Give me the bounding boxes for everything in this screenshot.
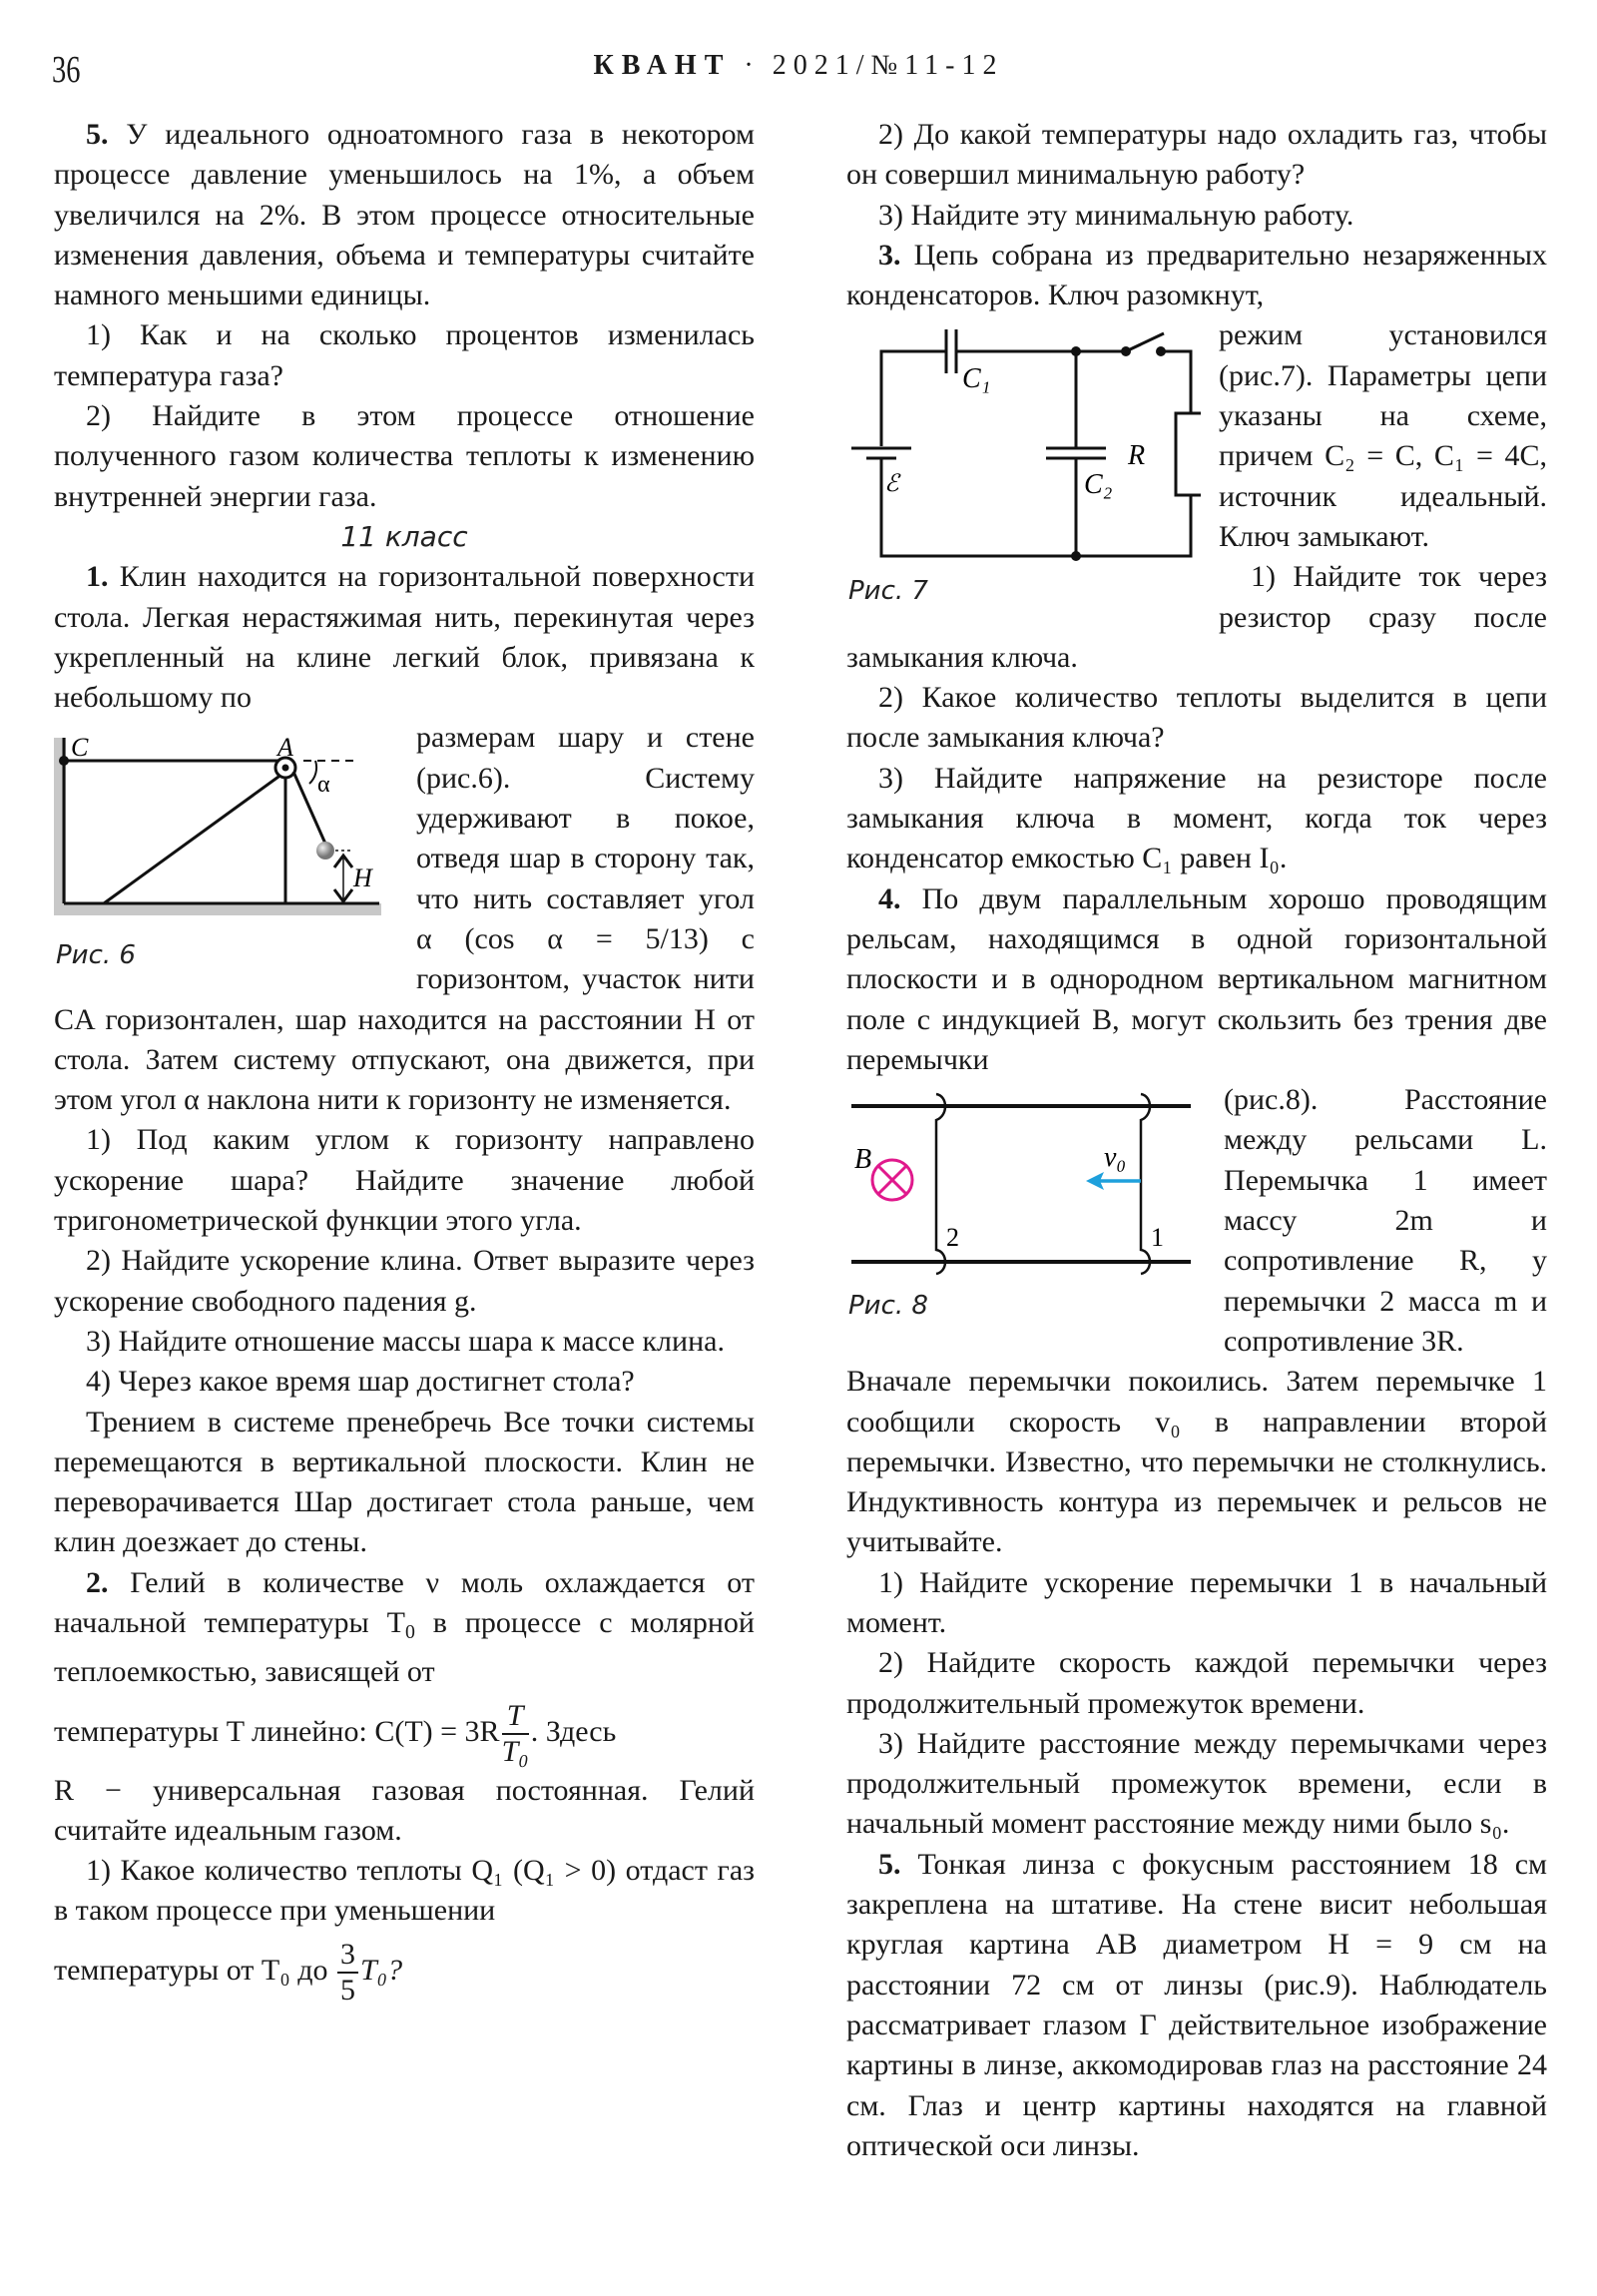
problem-10-5 <box>54 115 755 315</box>
numerator: 3 <box>337 1938 358 1974</box>
wire-top-left <box>881 351 946 446</box>
wire-top-right <box>1161 351 1191 413</box>
resistor <box>1176 413 1201 495</box>
problem-number: 2. <box>86 1565 109 1599</box>
label-C2: C₂ <box>1084 469 1113 501</box>
problem-11-3 <box>846 236 1547 316</box>
label-emf: ℰ <box>884 469 899 498</box>
issue-number: 2021/№11-12 <box>772 50 1004 81</box>
formula-text: температуры от T₀ до <box>54 1953 328 1987</box>
pulley-axle <box>282 765 289 772</box>
question: 2) Найдите ускорение клина. Ответ выразите через ускорение свободного падения g. <box>54 1244 755 1318</box>
question: 2) Какое количество теплоты выделится в цепи после замыкания ключа? <box>846 681 1547 755</box>
subscript: 0 <box>404 1620 415 1643</box>
page-header <box>0 40 1597 100</box>
point-C <box>59 756 69 766</box>
label-C: C <box>71 733 89 763</box>
problem-text: Гелий в количестве ν моль охлаждается от начальной температуры T <box>54 1565 755 1639</box>
angle-arc <box>309 761 316 784</box>
fraction <box>502 1699 529 1769</box>
formula-line <box>54 1693 755 1771</box>
figure-8 <box>846 1086 1206 1326</box>
problem-note: Трением в системе пренебречь Все точки системы перемещаются в вертикальной плоскости. Клин не переворачивается Шар достигает стола раньше, чем клин доезжает до стены. <box>54 1405 755 1559</box>
problem-text: У идеального одноатомного газа в некотором процессе давление уменьшилось на 1%, а объем увеличился на 2%. В этом процессе относительные изменения давления, объема и температуры считайте намного меньшими единицы. <box>54 118 755 312</box>
label-B: B <box>854 1144 872 1176</box>
problem-text: Клин находится на горизонтальной поверхности стола. Легкая нерастяжимая нить, перекинутая через укрепленный на клине легкий блок, привязана к небольшому по <box>54 560 755 715</box>
question: 3) Найдите отношение массы шара к массе клина. <box>86 1324 725 1358</box>
label-jumper-2: 2 <box>946 1223 959 1253</box>
figure-7-circuit <box>846 321 1201 561</box>
table <box>54 903 381 915</box>
label-R: R <box>1128 440 1146 472</box>
magnetic-field-into-page-icon <box>872 1160 912 1200</box>
question: 1) Какое количество теплоты Q₁ (Q₁ > 0) отдаст газ в таком процессе при уменьшении <box>54 1854 755 1928</box>
label-jumper-1: 1 <box>1151 1223 1164 1253</box>
denominator: T₀ <box>501 1734 529 1768</box>
problem-number: 5. <box>878 1847 901 1881</box>
jumper-1 <box>1141 1094 1150 1274</box>
label-C1: C₁ <box>962 363 991 395</box>
question: 1) Найдите ускорение перемычки 1 в начальный момент. <box>846 1565 1547 1639</box>
magazine-title: КВАНТ <box>593 50 732 81</box>
label-H: H <box>353 863 372 893</box>
problem-11-2 <box>54 1563 755 1693</box>
junction-top <box>1071 346 1081 356</box>
problem-text: Тонкая линза с фокусным расстоянием 18 см закреплена на штативе. На стене висит небольшая круглая картина AB диаметром H = 9 см на расстоянии 72 см от линзы (рис.9). Наблюдатель рассматривает глазом Г действительное изображение картины в линзе, аккомодировав глаз на расстояние 24 см. Глаз и центр картины находятся на главной оптической оси линзы. <box>846 1847 1547 2162</box>
question: 1) Под каким углом к горизонту направлено ускорение шара? Найдите значение любой тригонометрической функции этого угла. <box>54 1123 755 1238</box>
problem-text: По двум параллельным хорошо проводящим рельсам, находящимся в одной горизонтальной плоскости и в однородном вертикальном магнитном поле с индукцией B, могут скользить без трения две перемычки <box>846 881 1547 1076</box>
figure-6-caption: Рис. 6 <box>56 940 136 971</box>
wire-bottom <box>881 458 1191 556</box>
problem-11-4 <box>846 879 1547 1080</box>
page-number: 36 <box>52 49 81 91</box>
problem-number: 3. <box>878 238 901 272</box>
question: 3) Найдите напряжение на резисторе после замыкания ключа в момент, когда ток через конденсатор емкостью C₁ равен I₀. <box>846 761 1547 875</box>
problem-number: 1. <box>86 560 109 594</box>
label-alpha: α <box>317 772 330 799</box>
problem-text: (рис.8). Расстояние между рельсами L. Перемычка 1 имеет массу 2m и сопротивление R, у перемычки 2 масса m и сопротивление 3R. <box>1224 1083 1547 1358</box>
problem-11-5 <box>846 1845 1547 2166</box>
formula-text: температуры T линейно: C(T) = 3R <box>54 1714 500 1748</box>
label-v0: v₀ <box>1104 1142 1127 1174</box>
problem-text: в процессе с молярной теплоемкостью, зависящей от <box>54 1605 755 1689</box>
question: 2) Найдите в этом процессе отношение полученного газом количества теплоты к изменению внутренней энергии газа. <box>54 399 755 513</box>
running-head <box>0 50 1597 82</box>
wedge <box>104 772 285 903</box>
jumper-2 <box>936 1094 945 1274</box>
question: 2) До какой температуры надо охладить газ, чтобы он совершил минимальную работу? <box>846 118 1547 192</box>
formula-text: T₀? <box>359 1953 403 1987</box>
figure-7 <box>846 321 1201 609</box>
problem-text: Вначале перемычки покоились. Затем перемычке 1 сообщили скорость v₀ в направлении второй перемычки. Известно, что перемычки не столкнулись. Индуктивность контура из перемычек и рельсов не учитывайте. <box>846 1365 1547 1559</box>
switch-contact-a[interactable] <box>1121 346 1131 356</box>
formula-text: . Здесь <box>530 1714 617 1748</box>
problem-11-1 <box>54 557 755 718</box>
question: 3) Найдите расстояние между перемычками через продолжительный промежуток времени, если в начальный момент расстояние между ними было s₀. <box>846 1726 1547 1841</box>
right-column <box>846 115 1547 2166</box>
numerator: T <box>502 1699 529 1735</box>
figure-6 <box>54 724 398 973</box>
header-separator: · <box>744 50 760 81</box>
switch-contact-b[interactable] <box>1156 346 1166 356</box>
problem-text: R − универсальная газовая постоянная. Гелий считайте идеальным газом. <box>54 1773 755 1847</box>
problem-text: режим установился (рис.7). Параметры цепи указаны на схеме, причем C₂ = C, C₁ = 4C, источник идеальный. Ключ замыкают. <box>1219 318 1547 553</box>
junction-bottom <box>1071 551 1081 561</box>
question: 1) Как и на сколько процентов изменилась температура газа? <box>54 318 755 392</box>
section-heading: 11 класс <box>340 519 468 553</box>
figure-8-rails <box>846 1086 1206 1286</box>
question: 1) Найдите ток через резистор сразу после замыкания ключа. <box>846 560 1547 674</box>
problem-number: 5. <box>86 118 109 151</box>
formula-line <box>54 1932 755 2009</box>
problem-number: 4. <box>878 881 901 915</box>
figure-7-caption: Рис. 7 <box>848 576 928 607</box>
left-column <box>54 115 755 2009</box>
denominator: 5 <box>339 1973 355 2007</box>
question: 2) Найдите скорость каждой перемычки через продолжительный промежуток времени. <box>846 1646 1547 1720</box>
question: 3) Найдите эту минимальную работу. <box>878 198 1354 232</box>
label-A: A <box>277 733 293 763</box>
question: 4) Через какое время шар достигнет стола? <box>86 1365 635 1399</box>
figure-6-diagram <box>54 724 398 933</box>
problem-text: размерам шару и стене (рис.6). Систему удерживают в покое, отведя шар в сторону так, что нить составляет угол α (cos α = 5/13) с горизонтом, участок нити CA горизонтален, шар находится на расстоянии H от стола. Затем систему отпускают, она движется, при этом угол α наклона нити к горизонту не изменяется. <box>54 721 755 1117</box>
figure-8-caption: Рис. 8 <box>848 1291 928 1322</box>
ball <box>316 842 334 860</box>
fraction <box>337 1938 358 2008</box>
problem-text: Цепь собрана из предварительно незаряженных конденсаторов. Ключ разомкнут, <box>846 238 1548 312</box>
